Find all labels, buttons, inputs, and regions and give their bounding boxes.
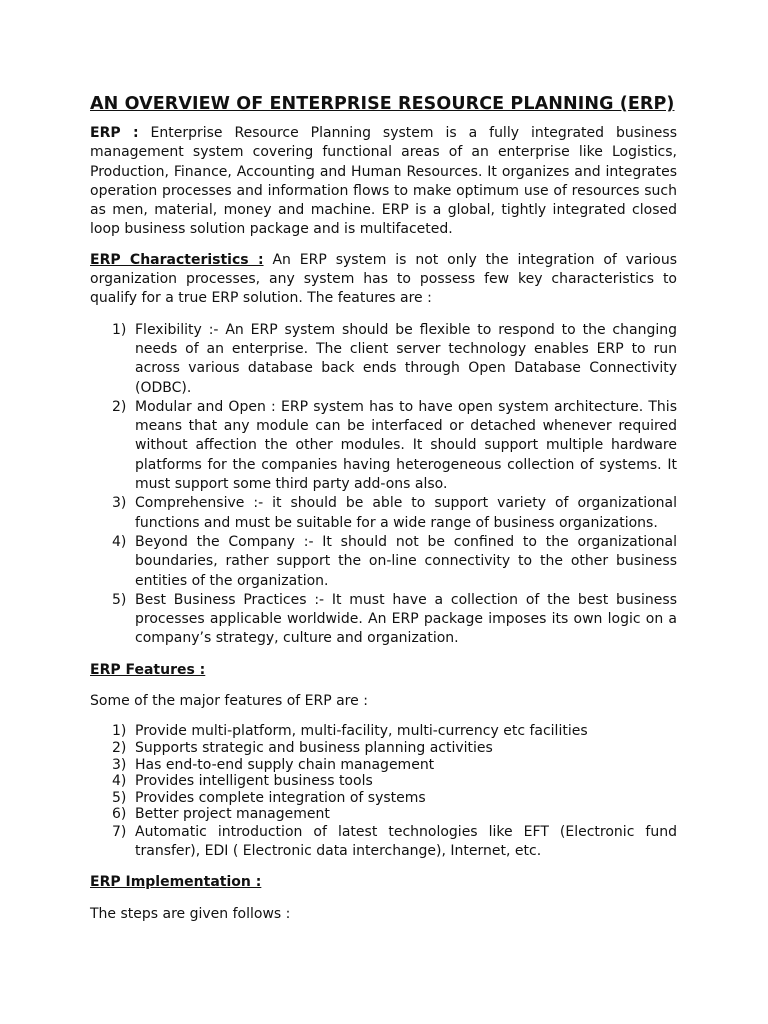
list-item-text: Flexibility :- An ERP system should be flexible to respond to the changing needs of an enterprise. The client server technology enables ERP to run across various database back ends through Open Database Connectivity (ODBC). [135,321,677,396]
page-title: AN OVERVIEW OF ENTERPRISE RESOURCE PLANNING (ERP) [90,94,675,114]
list-number: 3) [112,756,127,773]
intro-paragraph [90,124,677,240]
features-heading [90,661,677,680]
list-item [90,823,677,862]
list-number: 5) [112,789,127,806]
list-item [90,533,677,591]
characteristics-list [90,321,677,649]
list-item-text: Beyond the Company :- It should not be confined to the organizational boundaries, rather support the on-line connectivity to the other business entities of the organization. [135,533,677,589]
list-number: 7) [112,823,127,840]
list-number: 4) [112,533,127,550]
characteristics-label: ERP Characteristics : [90,251,264,268]
list-item [90,321,677,398]
list-item-text: Better project management [135,806,330,823]
list-item [90,494,677,533]
features-intro: Some of the major features of ERP are : [90,693,368,710]
characteristics-paragraph [90,251,677,309]
list-item [90,591,677,649]
list-item-text: Has end-to-end supply chain management [135,756,435,773]
list-number: 1) [112,723,127,740]
list-number: 4) [112,773,127,790]
list-item [90,806,677,823]
list-item [90,773,677,790]
list-item-text: Comprehensive :- it should be able to support variety of organizational functions and must be suitable for a wide range of business organizations. [135,495,677,531]
list-item [90,757,677,774]
document-body [90,94,677,924]
intro-text: Enterprise Resource Planning system is a fully integrated business management system covering functional areas of an enterprise like Logistics, Production, Finance, Accounting and Human Resources. It organizes and integrates operation processes and information flows to make optimum use of resources such as men, material, money and machine. ERP is a global, tightly integrated closed loop business solution package and is multifaceted. [90,125,677,238]
list-number: 2) [112,739,127,756]
implementation-label: ERP Implementation : [90,874,262,891]
list-number: 1) [112,321,127,338]
list-item-text: Provide multi-platform, multi-facility, multi-currency etc facilities [135,723,588,740]
list-item [90,790,677,807]
list-item [90,723,677,740]
list-number: 3) [112,495,127,512]
list-item-text: Provides complete integration of systems [135,789,426,806]
implementation-intro: The steps are given follows : [90,905,291,922]
list-item-text: Automatic introduction of latest technologies like EFT (Electronic fund transfer), EDI ( Electronic data interchange), Internet, etc. [135,823,677,860]
list-item [90,740,677,757]
list-number: 2) [112,398,127,415]
list-item-text: Provides intelligent business tools [135,773,373,790]
intro-label: ERP : [90,125,139,141]
list-item [90,398,677,494]
implementation-heading [90,873,677,892]
list-number: 6) [112,806,127,823]
list-item-text: Modular and Open : ERP system has to have open system architecture. This means that any module can be interfaced or detached whenever required without affection the other modules. It should support multiple hardware platforms for the companies having heterogeneous collection of systems. It must support some third party add-ons also. [135,398,677,493]
characteristics-text: An ERP system is not only the integration of various organization processes, any system has to possess few key characteristics to qualify for a true ERP solution. The features are : [90,251,677,307]
list-item-text: Supports strategic and business planning activities [135,739,493,756]
list-number: 5) [112,591,127,608]
features-label: ERP Features : [90,661,206,678]
features-list [90,723,677,861]
list-item-text: Best Business Practices :- It must have a collection of the best business processes applicable worldwide. An ERP package imposes its own logic on a company’s strategy, culture and organization. [135,591,677,647]
